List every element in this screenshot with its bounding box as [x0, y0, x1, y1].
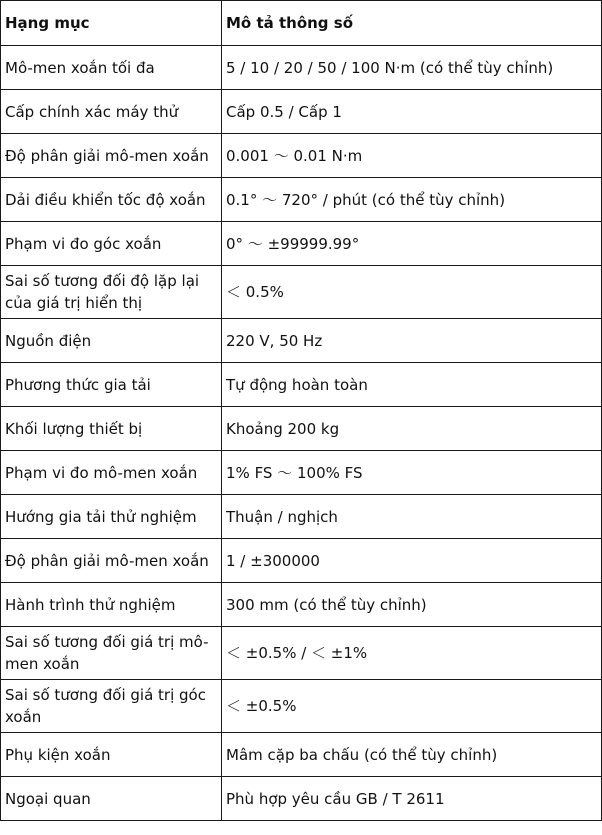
row-label: Khối lượng thiết bị: [1, 407, 222, 451]
row-value: 1% FS ～ 100% FS: [222, 451, 602, 495]
row-label: Sai số tương đối độ lặp lại của giá trị hiển thị: [1, 266, 222, 319]
table-row: [1, 222, 602, 266]
row-value: 0.001 ～ 0.01 N·m: [222, 134, 602, 178]
row-label: Độ phân giải mô-men xoắn: [1, 134, 222, 178]
table-row: [1, 178, 602, 222]
row-label: Phạm vi đo mô-men xoắn: [1, 451, 222, 495]
table-row: [1, 583, 602, 627]
header-description: Mô tả thông số: [222, 1, 602, 46]
table-row: [1, 90, 602, 134]
row-value: ＜ 0.5%: [222, 266, 602, 319]
row-label: Hành trình thử nghiệm: [1, 583, 222, 627]
table-row: [1, 627, 602, 680]
row-label: Mô-men xoắn tối đa: [1, 46, 222, 90]
row-value: 0° ～ ±99999.99°: [222, 222, 602, 266]
row-label: Ngoại quan: [1, 777, 222, 821]
table-row: [1, 777, 602, 821]
row-label: Cấp chính xác máy thử: [1, 90, 222, 134]
table-row: [1, 46, 602, 90]
row-label: Phương thức gia tải: [1, 363, 222, 407]
row-value: Thuận / nghịch: [222, 495, 602, 539]
table-header-row: [1, 1, 602, 46]
table-row: [1, 363, 602, 407]
row-label: Sai số tương đối giá trị góc xoắn: [1, 680, 222, 733]
row-label: Độ phân giải mô-men xoắn: [1, 539, 222, 583]
table-row: [1, 319, 602, 363]
row-value: ＜ ±0.5%: [222, 680, 602, 733]
header-item: Hạng mục: [1, 1, 222, 46]
row-value: Khoảng 200 kg: [222, 407, 602, 451]
row-value: 1 / ±300000: [222, 539, 602, 583]
table-row: [1, 539, 602, 583]
table-row: [1, 451, 602, 495]
table-row: [1, 266, 602, 319]
row-value: 300 mm (có thể tùy chỉnh): [222, 583, 602, 627]
row-label: Phạm vi đo góc xoắn: [1, 222, 222, 266]
row-value: Tự động hoàn toàn: [222, 363, 602, 407]
row-value: 220 V, 50 Hz: [222, 319, 602, 363]
table-row: [1, 407, 602, 451]
row-value: Phù hợp yêu cầu GB / T 2611: [222, 777, 602, 821]
table-row: [1, 680, 602, 733]
row-label: Phụ kiện xoắn: [1, 733, 222, 777]
row-value: ＜ ±0.5% / ＜ ±1%: [222, 627, 602, 680]
table-row: [1, 134, 602, 178]
row-label: Hướng gia tải thử nghiệm: [1, 495, 222, 539]
row-value: 5 / 10 / 20 / 50 / 100 N·m (có thể tùy chỉnh): [222, 46, 602, 90]
row-label: Dải điều khiển tốc độ xoắn: [1, 178, 222, 222]
row-value: 0.1° ～ 720° / phút (có thể tùy chỉnh): [222, 178, 602, 222]
table-row: [1, 495, 602, 539]
row-label: Sai số tương đối giá trị mô-men xoắn: [1, 627, 222, 680]
row-value: Mâm cặp ba chấu (có thể tùy chỉnh): [222, 733, 602, 777]
row-label: Nguồn điện: [1, 319, 222, 363]
table-row: [1, 733, 602, 777]
row-value: Cấp 0.5 / Cấp 1: [222, 90, 602, 134]
